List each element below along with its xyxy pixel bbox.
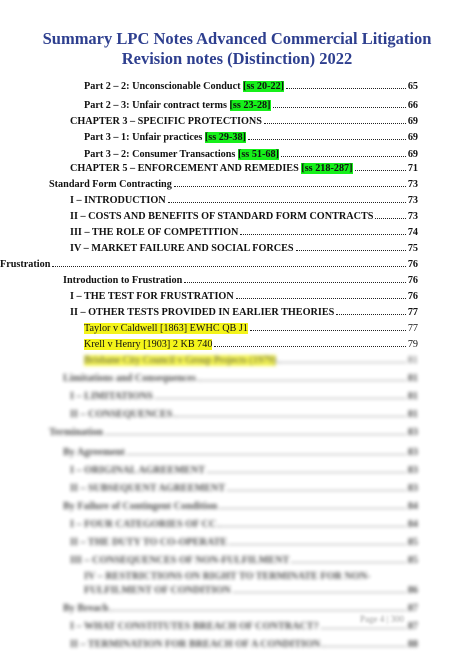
toc-entry[interactable]: [63, 444, 418, 458]
leader-dots: [219, 507, 405, 509]
toc-page-number: 84: [407, 501, 418, 512]
toc-entry-text: I – THE TEST FOR FRUSTRATION: [70, 291, 234, 302]
toc-entry[interactable]: [70, 516, 418, 530]
toc-page-number: 71: [407, 163, 418, 174]
leader-dots: [218, 525, 405, 527]
toc-entry-text: I – INTRODUCTION: [70, 195, 166, 206]
toc-page-number: 81: [407, 391, 418, 402]
toc-entry-text: By Agreement: [63, 447, 125, 458]
leader-dots: [291, 561, 406, 563]
toc-page-number: 75: [407, 243, 418, 254]
leader-dots: [375, 217, 405, 219]
toc-page-number: 77: [407, 323, 418, 334]
case-name-highlight: Krell v Henry [1903] 2 KB 740: [84, 339, 213, 350]
toc-entry[interactable]: [84, 146, 418, 160]
toc-entry-text: Part 2 – 2: Unconscionable Conduct: [84, 81, 244, 92]
toc-entry-label: [84, 81, 284, 92]
toc-entry-label: [49, 179, 172, 190]
section-reference-highlight: [ss 51-68]: [237, 149, 279, 160]
toc-entry[interactable]: [84, 320, 418, 334]
toc-entry[interactable]: [63, 272, 418, 286]
toc-entry-label: [70, 391, 153, 402]
toc-entry-label: [63, 447, 125, 458]
leader-dots: [105, 433, 406, 435]
toc-entry-text: III – THE ROLE OF COMPETITION: [70, 227, 239, 238]
toc-entry-label: [49, 427, 103, 438]
toc-entry[interactable]: [84, 78, 418, 92]
toc-page-number: 83: [407, 483, 418, 494]
toc-page-number: 69: [407, 132, 418, 143]
toc-page-number: 79: [407, 339, 418, 350]
leader-dots: [214, 345, 405, 347]
leader-dots: [273, 106, 406, 108]
toc-entry-text: I – LIMITATIONS: [70, 391, 153, 402]
toc-entry[interactable]: [70, 406, 418, 420]
section-reference-highlight: [ss 20-22]: [243, 81, 285, 92]
toc-entry[interactable]: [70, 240, 418, 254]
leader-dots: [278, 361, 405, 363]
toc-page-number: 76: [407, 259, 418, 270]
toc-entry-label: [63, 373, 196, 384]
toc-entry[interactable]: [84, 352, 418, 366]
leader-dots: [322, 645, 406, 647]
toc-page-number: 73: [407, 195, 418, 206]
toc-entry-text: Termination: [49, 427, 103, 438]
toc-entry-label: [70, 555, 289, 566]
toc-page-number: 87: [407, 621, 418, 632]
leader-dots: [240, 233, 405, 235]
toc-entry-text: II – CONSEQUENCES: [70, 409, 173, 420]
toc-page-number: 83: [407, 465, 418, 476]
toc-entry-text: IV – RESTRICTIONS ON RIGHT TO TERMINATE FOR NON-: [84, 571, 371, 582]
toc-page-number: 81: [407, 373, 418, 384]
toc-entry[interactable]: [49, 424, 418, 438]
toc-page-number: 83: [407, 447, 418, 458]
toc-page-number: 85: [407, 555, 418, 566]
toc-entry-label: [84, 323, 248, 334]
toc-entry-text: III – CONSEQUENCES OF NON-FULFILMENT: [70, 555, 290, 566]
leader-dots: [250, 329, 406, 331]
leader-dots: [168, 201, 406, 203]
leader-dots: [174, 415, 405, 417]
leader-dots: [336, 313, 406, 315]
toc-entry-text: II – OTHER TESTS PROVIDED IN EARLIER THEORIES: [70, 307, 335, 318]
toc-page-number: 77: [407, 307, 418, 318]
toc-entry-text: Part 3 – 2: Consumer Transactions: [84, 149, 238, 160]
toc-page-number: 81: [407, 355, 418, 366]
toc-entry-label: [63, 603, 108, 614]
toc-entry-text: CHAPTER 5 – ENFORCEMENT AND REMEDIES: [70, 163, 302, 174]
toc-entry-text: II – COSTS AND BENEFITS OF STANDARD FORM CONTRACTS: [70, 211, 374, 222]
document-title-line2: Revision notes (Distinction) 2022: [121, 49, 353, 68]
toc-entry-label: [70, 621, 319, 632]
toc-page-number: 65: [407, 81, 418, 92]
toc-entry-label: [84, 100, 271, 111]
toc-entry-label: [70, 307, 334, 318]
document-title-line1: Summary LPC Notes Advanced Commercial Litigation: [42, 29, 432, 48]
section-reference-highlight: [ss 218-287]: [301, 163, 353, 174]
leader-dots: [207, 471, 406, 473]
toc-entry-label: [70, 483, 225, 494]
toc-entry-label: [70, 227, 238, 238]
leader-dots: [296, 249, 406, 251]
toc-entry[interactable]: [84, 568, 418, 582]
toc-page-number: 88: [407, 639, 418, 650]
leader-dots: [155, 397, 406, 399]
leader-dots: [248, 138, 406, 140]
toc-entry-text: CHAPTER 3 – SPECIFIC PROTECTIONS: [70, 116, 262, 127]
toc-entry-label: [70, 163, 353, 174]
toc-entry-text: By Failure of Contingent Condition: [63, 501, 218, 512]
toc-entry-label: [84, 355, 276, 366]
toc-entry-label: [70, 211, 373, 222]
toc-entry[interactable]: [63, 600, 418, 614]
toc-page-number: 69: [407, 116, 418, 127]
toc-page-number: 85: [407, 537, 418, 548]
leader-dots: [355, 169, 406, 171]
toc-entry[interactable]: [0, 256, 418, 270]
toc-entry[interactable]: [63, 498, 418, 512]
toc-entry-text: II – THE DUTY TO CO-OPERATE: [70, 537, 228, 548]
section-reference-highlight: [ss 23-28]: [229, 100, 271, 111]
toc-entry-label: [70, 243, 294, 254]
toc-entry[interactable]: [70, 480, 418, 494]
toc-entry[interactable]: [84, 582, 418, 596]
toc-entry-label: [84, 339, 212, 350]
toc-entry-text: Part 3 – 1: Unfair practices: [84, 132, 205, 143]
toc-page-number: 76: [407, 275, 418, 286]
toc-entry[interactable]: [49, 176, 418, 190]
leader-dots: [127, 453, 406, 455]
toc-page-number: 66: [407, 100, 418, 111]
toc-entry-label: [70, 465, 205, 476]
toc-page-number: 73: [407, 179, 418, 190]
toc-entry[interactable]: [84, 129, 418, 143]
toc-entry-text: FULFILMENT OF CONDITION: [84, 585, 231, 596]
toc-entry-label: [84, 132, 246, 143]
leader-dots: [184, 281, 406, 283]
toc-entry[interactable]: [70, 552, 418, 566]
toc-page-number: 84: [407, 519, 418, 530]
toc-entry-text: Frustration: [0, 259, 51, 270]
leader-dots: [286, 87, 406, 89]
toc-page-number: 74: [407, 227, 418, 238]
toc-entry-text: IV – MARKET FAILURE AND SOCIAL FORCES: [70, 243, 294, 254]
toc-entry-text: Part 2 – 3: Unfair contract terms: [84, 100, 230, 111]
toc-page-number: 87: [407, 603, 418, 614]
toc-page-number: 86: [407, 585, 418, 596]
toc-entry-label: [70, 116, 262, 127]
case-name-highlight: Taylor v Caldwell [1863] EWHC QB J1: [84, 323, 248, 334]
toc-entry[interactable]: [84, 336, 418, 350]
leader-dots: [52, 265, 405, 267]
leader-dots: [281, 155, 406, 157]
leader-dots: [110, 609, 405, 611]
toc-entry-text: II – SUBSEQUENT AGREEMENT: [70, 483, 226, 494]
toc-page-number: 76: [407, 291, 418, 302]
toc-entry[interactable]: [70, 388, 418, 402]
toc-entry[interactable]: [70, 224, 418, 238]
toc-page-number: 69: [407, 149, 418, 160]
toc-entry-label: [70, 639, 320, 650]
toc-entry-label: [70, 195, 166, 206]
toc-entry[interactable]: [70, 160, 418, 174]
toc-entry[interactable]: [70, 208, 418, 222]
case-name-highlight: Brisbane City Council v Group Projects (1979): [84, 355, 277, 366]
toc-entry-label: [63, 275, 182, 286]
leader-dots: [321, 627, 406, 629]
toc-entry-label: [70, 537, 227, 548]
toc-entry-text: Introduction to Frustration: [63, 275, 183, 286]
toc-entry[interactable]: [70, 192, 418, 206]
toc-entry-text: Limitations and Consequences: [63, 373, 197, 384]
toc-entry-text: I – FOUR CATEGORIES OF CC: [70, 519, 217, 530]
toc-page-number: 73: [407, 211, 418, 222]
toc-entry[interactable]: [70, 534, 418, 548]
toc-entry-text: Standard Form Contracting: [49, 179, 172, 190]
toc-entry-label: [84, 149, 279, 160]
toc-entry-text: I – ORIGINAL AGREEMENT: [70, 465, 206, 476]
toc-page-number: 81: [407, 409, 418, 420]
toc-page-number: 83: [407, 427, 418, 438]
toc-entry[interactable]: [84, 97, 418, 111]
leader-dots: [174, 185, 406, 187]
toc-entry[interactable]: [70, 462, 418, 476]
leader-dots: [227, 489, 406, 491]
toc-entry-label: [63, 501, 217, 512]
section-reference-highlight: [ss 29-38]: [204, 132, 246, 143]
toc-entry-label: [70, 291, 234, 302]
leader-dots: [236, 297, 406, 299]
toc-entry[interactable]: [70, 304, 418, 318]
leader-dots: [233, 591, 406, 593]
leader-dots: [198, 379, 406, 381]
toc-entry-label: [70, 519, 216, 530]
leader-dots: [229, 543, 406, 545]
toc-entry-text: I – WHAT CONSTITUTES BREACH OF CONTRACT?: [70, 621, 319, 632]
toc-entry-label: [84, 585, 231, 596]
toc-entry-text: By Breach: [63, 603, 109, 614]
toc-entry-label: [0, 259, 50, 270]
toc-entry-text: II – TERMINATION FOR BREACH OF A CONDITION: [70, 639, 321, 650]
leader-dots: [264, 122, 406, 124]
toc-entry-label: [84, 571, 370, 582]
toc-entry[interactable]: [63, 370, 418, 384]
page-number-footer: Page 4 | 300: [360, 614, 405, 624]
toc-entry[interactable]: [70, 636, 418, 650]
toc-entry[interactable]: [70, 113, 418, 127]
toc-entry[interactable]: [70, 288, 418, 302]
toc-entry-label: [70, 409, 172, 420]
